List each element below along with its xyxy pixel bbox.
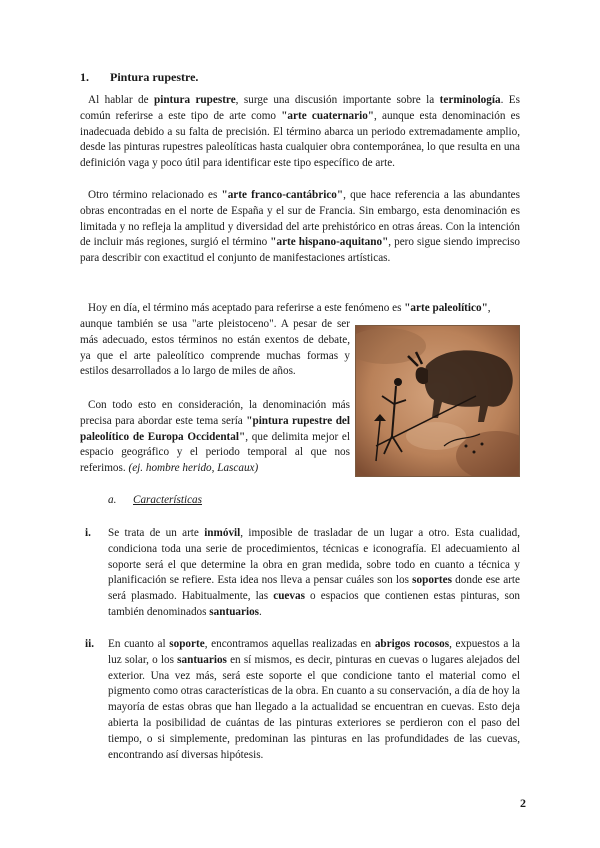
- subsection-heading: [108, 493, 202, 509]
- section-number: 1.: [80, 70, 89, 84]
- paragraph-arte-paleolitico: aunque también se usa "arte pleistoceno". A pesar de ser más adecuado, estos términos no están exentos de debate, ya que el arte paleolítico comprende muchas formas y estilos desarrollados a lo largo de miles de años.: [80, 318, 350, 378]
- list-item: [80, 637, 520, 763]
- lascaux-painting-image: [355, 325, 520, 477]
- subsection-title: Características: [133, 494, 202, 506]
- list-marker: ii.: [85, 638, 95, 650]
- figure-caption: (ej. hombre herido, Lascaux): [128, 462, 259, 475]
- section-title: Pintura rupestre.: [110, 70, 199, 84]
- paragraph-franco-cantabrico: Otro término relacionado es "arte franco-cantábrico", que hace referencia a las abundantes obras encontradas en el norte de España y el sur de Francia. Sin embargo, esta denominación es limitada y no refleja la amplitud y diversidad del arte prehistórico en otras áreas. Con la intención de incluir más regiones, surgió el término "arte hispano-aquitano", pero sigue siendo impreciso para describir con exactitud el conjunto de manifestaciones artísticas.: [80, 189, 520, 265]
- paragraph-arte-paleolitico-line: Hoy en día, el término más aceptado para referirse a este fenómeno es "arte paleolítico",: [88, 302, 491, 314]
- paragraph-terminology: Al hablar de pintura rupestre, surge una discusión importante sobre la terminología. Es común referirse a este tipo de arte como "arte cuaternario", aunque esta denominación es inadecuada debido a su falta de precisión. El término abarca un periodo extremadamente amplio, desde las pinturas rupestres paleolíticas hasta cualquier obra contemporánea, lo que resulta en una definición vaga y poco útil para identificar este tipo específico de arte.: [80, 94, 520, 170]
- list-item: [80, 526, 520, 621]
- page-number: 2: [520, 796, 526, 810]
- section-heading: [80, 70, 198, 86]
- list-item-text: Se trata de un arte inmóvil, imposible de trasladar de un lugar a otro. Esta cualidad, condiciona toda una serie de procedimientos, técnicas e iconografía. El adecuamiento al soporte será el que determine la obra en gran medida, sobre todo en cuanto a técnica y planificación se refiere. Esta idea nos lleva a pensar cuáles son los soportes donde ese arte será plasmado. Habitualmente, las cuevas o espacios que contienen estas pinturas, son también denominados santuarios.: [108, 527, 521, 618]
- paragraph-denominacion: Con todo esto en consideración, la denominación más precisa para abordar este tema sería "pintura rupestre del paleolítico de Europa Occidental", que delimita mejor el espacio geográfico y el periodo temporal al que nos referimos. (ej. hombre herido, Lascaux): [80, 399, 350, 475]
- list-marker: i.: [85, 527, 91, 539]
- subsection-letter: a.: [108, 494, 117, 506]
- list-item-text: En cuanto al soporte, encontramos aquellas realizadas en abrigos rocosos, expuestos a la luz solar, o los santuarios en sí mismos, es decir, pinturas en cuevas o lugares alejados del exterior. Una vez más, será este soporte el que condicione tanto el material como el pigmento como otras características de la obra. En cuanto a su conservación, a día de hoy la mayoría de estas obras que han llegado a la actualidad se encuentran en cuevas. Esto deja abierta la posibilidad de cuántas de las pinturas exteriores se perdieron con el paso del tiempo, o si simplemente, predominan las pinturas en las profundidades de las cuevas, encontrando así diversas hipótesis.: [108, 638, 521, 761]
